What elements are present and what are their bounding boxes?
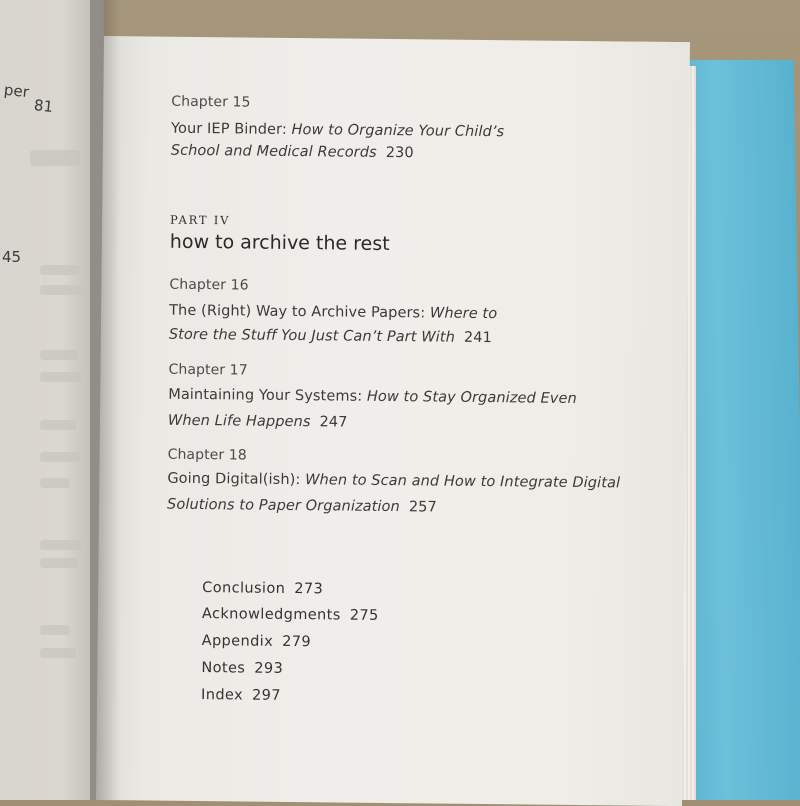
left-page-ghost-text bbox=[40, 265, 80, 275]
back-matter-title: Index bbox=[201, 687, 244, 704]
back-matter-page: 275 bbox=[349, 607, 379, 624]
chapter-17-page: 247 bbox=[319, 414, 348, 431]
left-page-ghost-text bbox=[40, 540, 82, 550]
chapter-16-title-italic: Where to bbox=[429, 305, 498, 323]
left-page-ghost-text bbox=[40, 478, 70, 488]
part-label: PART IV bbox=[170, 212, 231, 228]
left-page-ghost-text bbox=[40, 420, 76, 430]
left-page-ghost-text bbox=[30, 150, 80, 166]
chapter-17-label: Chapter 17 bbox=[168, 361, 248, 379]
back-matter-title: Notes bbox=[201, 660, 246, 677]
back-matter-title: Conclusion bbox=[202, 580, 286, 597]
right-page bbox=[96, 36, 690, 806]
book-gutter-shadow bbox=[90, 0, 120, 800]
chapter-18-title-italic-2: Solutions to Paper Organization bbox=[167, 496, 400, 516]
chapter-18-label: Chapter 18 bbox=[167, 446, 247, 464]
left-page-ghost-text bbox=[40, 285, 84, 295]
chapter-18-title-plain: Going Digital(ish): bbox=[167, 470, 306, 489]
chapter-15-title-plain: Your IEP Binder: bbox=[170, 120, 292, 138]
back-matter-page: 273 bbox=[294, 581, 324, 598]
left-page-ghost-text bbox=[40, 350, 78, 360]
left-page-ghost-text bbox=[40, 625, 70, 635]
left-page-ghost-text bbox=[40, 558, 78, 568]
chapter-15-label: Chapter 15 bbox=[171, 93, 251, 111]
back-matter-item bbox=[202, 580, 323, 597]
chapter-16-title-italic-2: Store the Stuff You Just Can’t Part With bbox=[168, 326, 455, 346]
back-matter-title: Appendix bbox=[201, 633, 274, 650]
left-page-number: 81 bbox=[33, 96, 54, 116]
chapter-15-page: 230 bbox=[385, 144, 414, 162]
chapter-17-title-italic: How to Stay Organized Even bbox=[366, 388, 577, 407]
back-matter-item bbox=[202, 633, 312, 650]
chapter-15-title-line2 bbox=[171, 143, 414, 162]
part-title: how to archive the rest bbox=[169, 230, 390, 256]
back-matter-item bbox=[202, 606, 379, 624]
back-matter-page: 293 bbox=[254, 660, 284, 677]
back-matter-page: 297 bbox=[251, 687, 281, 704]
left-page bbox=[0, 0, 104, 800]
chapter-17-title-italic-2: When Life Happens bbox=[167, 412, 311, 431]
left-page-ghost-text bbox=[40, 648, 76, 658]
chapter-18-title-line2 bbox=[167, 497, 437, 516]
left-page-number: 45 bbox=[2, 248, 22, 266]
chapter-16-page: 241 bbox=[463, 329, 492, 347]
back-matter-page: 279 bbox=[282, 633, 312, 651]
chapter-17-title bbox=[168, 387, 577, 407]
back-matter-item bbox=[201, 687, 281, 704]
chapter-16-label: Chapter 16 bbox=[169, 276, 249, 294]
chapter-17-title-line2 bbox=[168, 413, 348, 431]
chapter-15-title-italic-2: School and Medical Records bbox=[170, 142, 377, 161]
chapter-15-title bbox=[171, 121, 504, 140]
chapter-16-title-line2 bbox=[169, 327, 492, 346]
left-page-ghost-text bbox=[40, 372, 82, 382]
chapter-18-title-italic: When to Scan and How to Integrate Digital bbox=[305, 472, 621, 492]
table-of-contents bbox=[96, 36, 690, 806]
back-matter-item bbox=[201, 660, 283, 677]
back-matter-title: Acknowledgments bbox=[201, 606, 341, 624]
chapter-17-title-plain: Maintaining Your Systems: bbox=[168, 386, 368, 405]
left-page-fragment: per bbox=[3, 80, 30, 102]
chapter-18-title bbox=[167, 471, 620, 492]
chapter-16-title bbox=[169, 303, 497, 322]
chapter-15-title-italic: How to Organize Your Child’s bbox=[291, 121, 505, 141]
left-page-ghost-text bbox=[40, 452, 80, 462]
chapter-18-page: 257 bbox=[408, 499, 437, 516]
chapter-16-title-plain: The (Right) Way to Archive Papers: bbox=[169, 302, 431, 322]
